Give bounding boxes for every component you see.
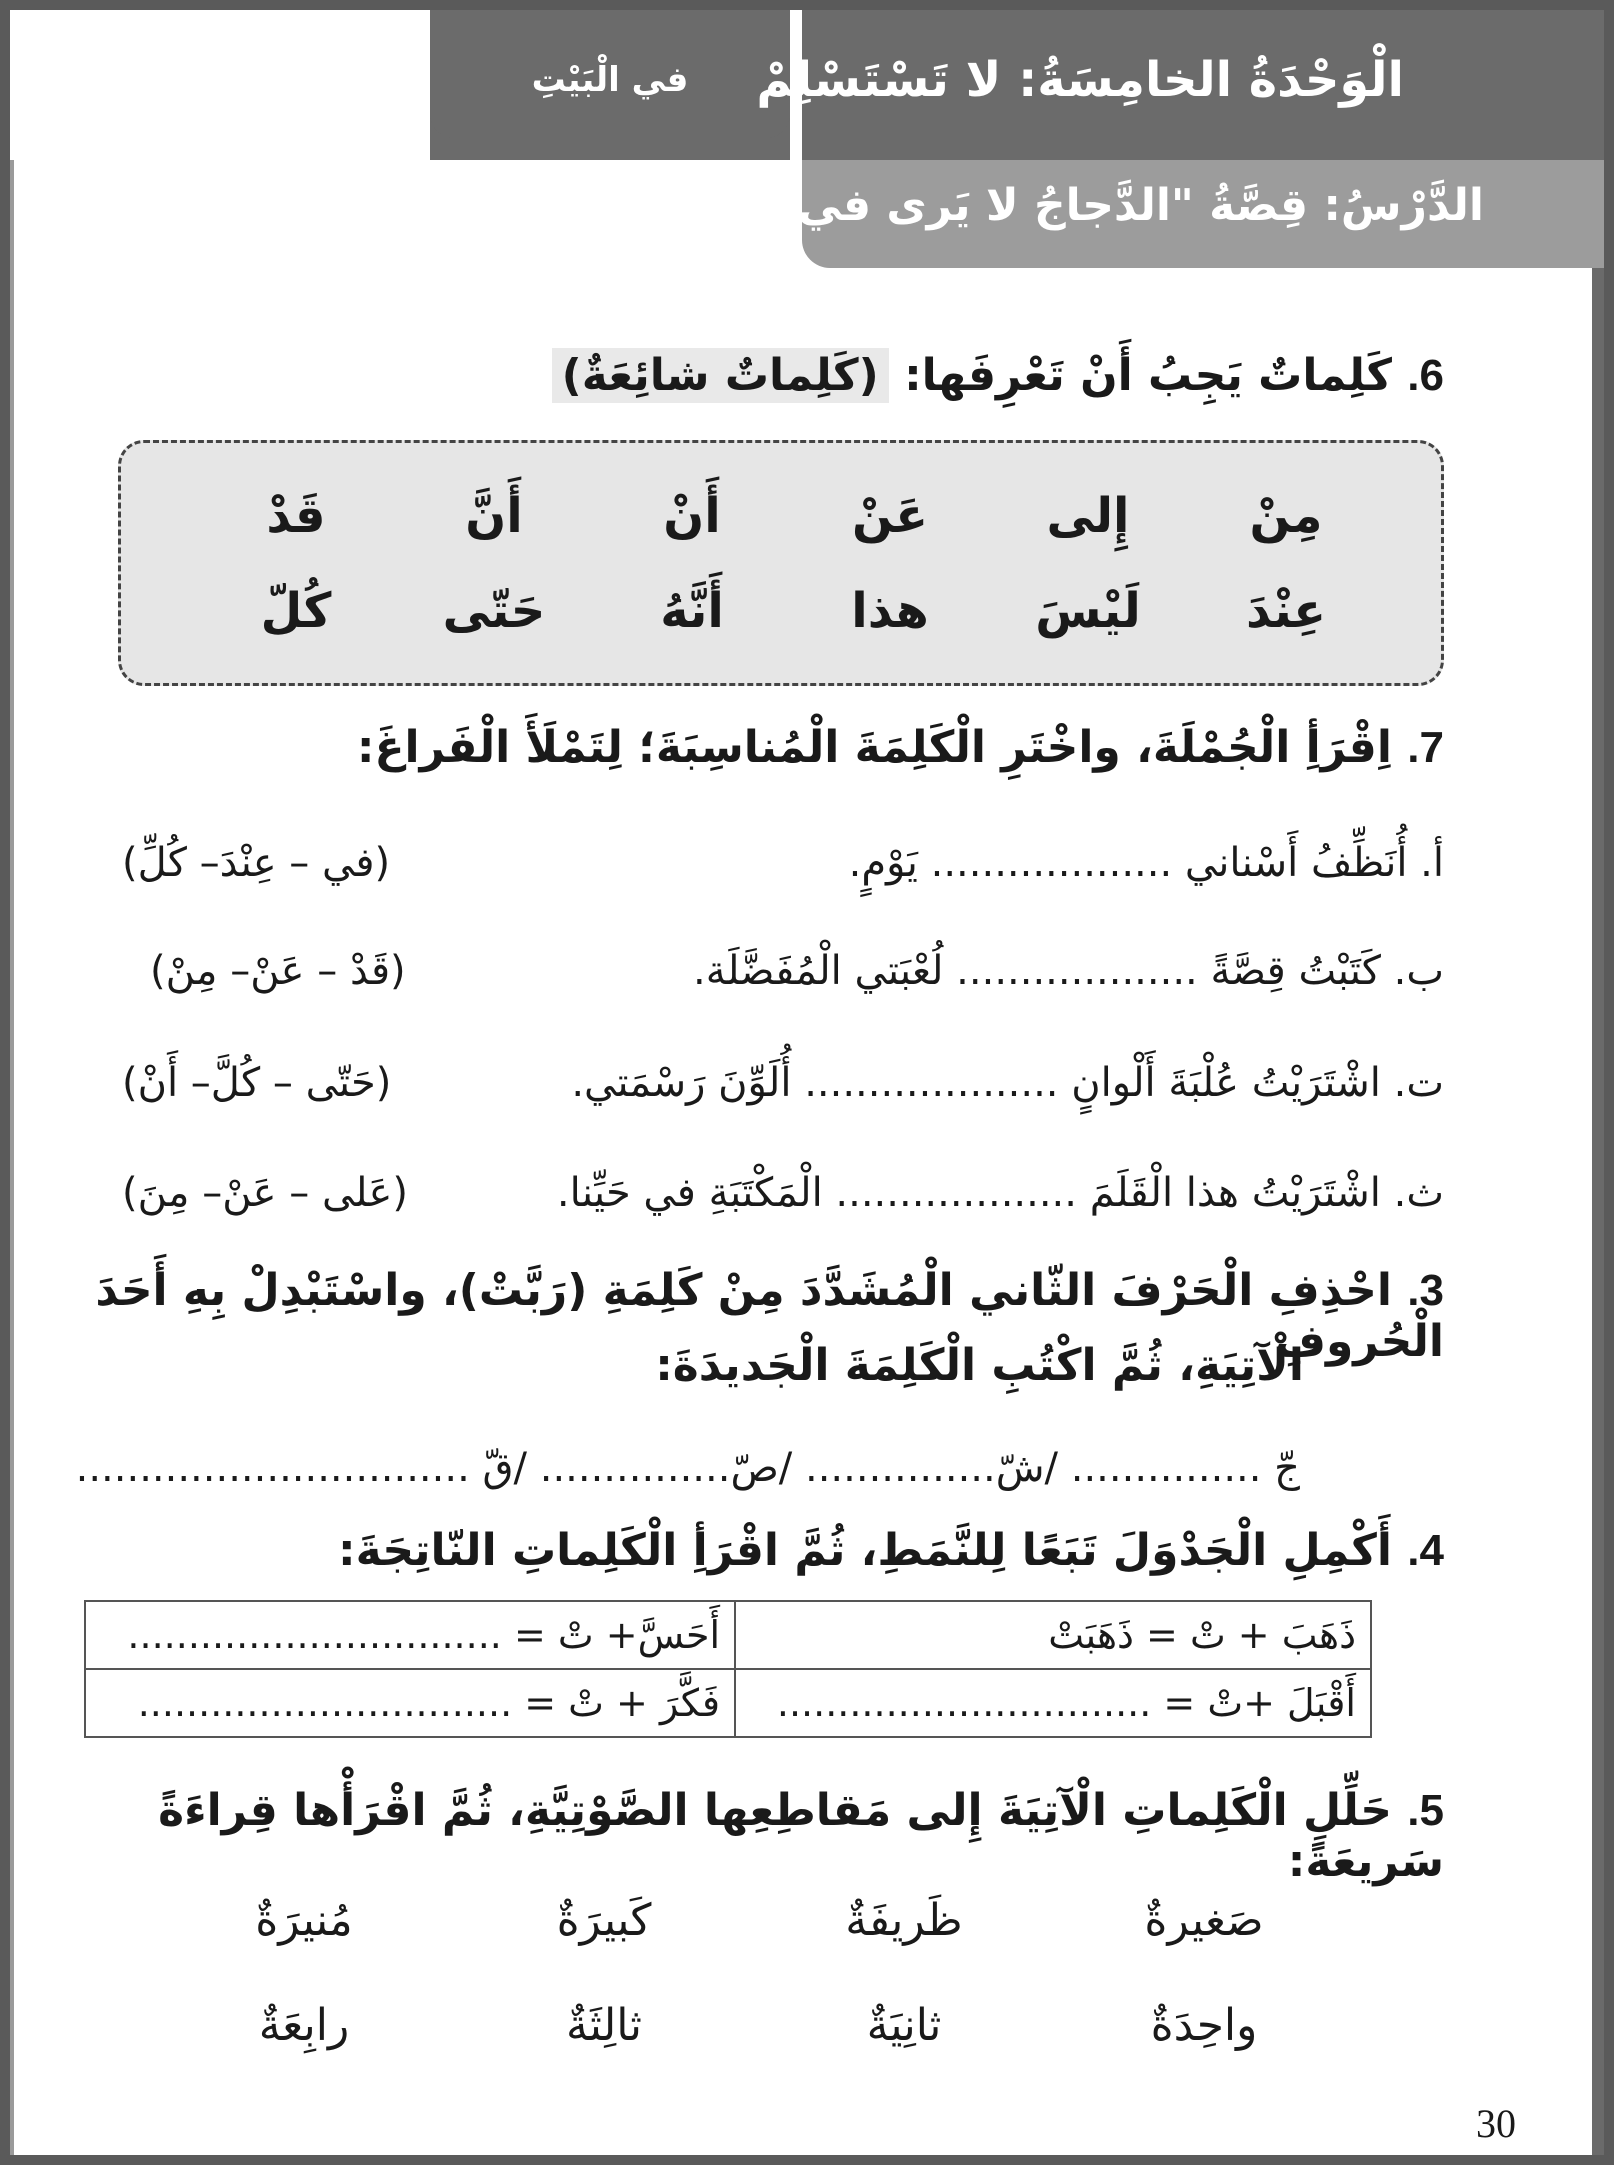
question-7-heading: [357, 722, 1444, 773]
options-a: (في – عِنْدَ– كُلِّ): [122, 840, 391, 886]
item-letter: ب.: [1393, 948, 1444, 994]
table-cell[interactable]: أَقْبَلَ +تْ = ...............................: [735, 1669, 1371, 1737]
question-tag: (كَلِماتٌ شائِعَةٌ): [552, 348, 889, 403]
worksheet-page: [10, 10, 1604, 2155]
table-cell[interactable]: أَحَسَّ+ تْ = ...............................: [85, 1601, 735, 1669]
common-word: مِنْ: [1249, 488, 1323, 544]
fill-blank-sentence-t[interactable]: [571, 1060, 1444, 1106]
options-t: (حَتّى – كُلَّ– أَنْ): [122, 1060, 392, 1106]
page-number: 30: [1476, 2101, 1516, 2146]
question-4-heading: [338, 1525, 1444, 1576]
fill-blank-sentence-th[interactable]: [557, 1170, 1444, 1216]
fill-blank-sentence-a[interactable]: [849, 840, 1444, 886]
common-word: عَنْ: [852, 488, 928, 544]
analysis-word: مُنيرَةٌ: [255, 1895, 353, 1946]
options-th: (عَلى – عَنْ– مِنَ): [122, 1170, 408, 1216]
question-6-heading: [552, 350, 1444, 401]
question-text: اِقْرَأِ الْجُمْلَةَ، واخْتَرِ الْكَلِمَةَ الْمُناسِبَةَ؛ لِتَمْلَأَ الْفَراغَ:: [356, 722, 1392, 773]
analysis-word: رابِعَةٌ: [258, 2000, 350, 2051]
header-left-blank: [10, 10, 430, 160]
question-number: 7.: [1407, 723, 1444, 772]
unit-title: الْوَحْدَةُ الخامِسَةُ: لا تَسْتَسْلِمْ: [756, 52, 1404, 108]
analysis-word: ثانِيَةٌ: [866, 2000, 942, 2051]
lesson-title: الدَّرْسُ: قِصَّةُ "الدَّجاجُ لا يَرى في الظَّلامِ": [619, 180, 1484, 231]
common-words-box: [118, 440, 1444, 686]
sentence-text: كَتَبْتُ قِصَّةً ................... لُعْبَتي الْمُفَضَّلَة.: [693, 948, 1381, 994]
question-number: 6.: [1407, 351, 1444, 400]
table-row: [85, 1669, 1371, 1737]
common-word: إِلى: [1046, 488, 1130, 544]
pattern-table: [84, 1600, 1372, 1738]
common-word: لَيْسَ: [1035, 583, 1141, 639]
analysis-word: كَبيرَةٌ: [556, 1895, 652, 1946]
common-word: أَنَّ: [465, 488, 523, 544]
page-edge-right: [1592, 10, 1604, 2155]
sentence-text: اشْتَرَيْتُ عُلْبَةَ أَلْوانٍ .................... أُلَوِّنَ رَسْمَتي.: [571, 1060, 1381, 1106]
question-number: 3.: [1407, 1266, 1444, 1315]
question-number: 5.: [1407, 1786, 1444, 1835]
question-3-heading-line2: الْآتِيَةِ، ثُمَّ اكْتُبِ الْكَلِمَةَ الْجَديدَةَ:: [655, 1340, 1304, 1391]
question-text: حَلِّلِ الْكَلِماتِ الْآتِيَةَ إِلى مَقاطِعِها الصَّوْتِيَّةِ، ثُمَّ اقْرَأْها قِراءَةً سَريعَةً:: [158, 1785, 1444, 1887]
question-5-heading: [10, 1785, 1444, 1887]
table-cell[interactable]: فَكَّرَ + تْ = ...............................: [85, 1669, 735, 1737]
letters-fill-line[interactable]: جّ ............... /شّ............... /صّ............... /قّ ...............................: [75, 1445, 1300, 1491]
common-word: كُلّ: [260, 583, 332, 639]
analysis-word: ثالِثَةٌ: [566, 2000, 642, 2051]
fill-blank-sentence-b[interactable]: [693, 948, 1444, 994]
question-number: 4.: [1407, 1526, 1444, 1575]
question-text: كَلِماتٌ يَجِبُ أَنْ تَعْرِفَها:: [904, 350, 1392, 401]
analysis-word: ظَريفَةٌ: [845, 1895, 963, 1946]
home-tab-label: في الْبَيْتِ: [531, 60, 689, 100]
analysis-word: صَغيرةٌ: [1144, 1895, 1264, 1946]
common-word: عِنْدَ: [1245, 583, 1327, 639]
item-letter: ت.: [1393, 1060, 1444, 1106]
table-row: [85, 1601, 1371, 1669]
analysis-word: واحِدَةٌ: [1150, 2000, 1258, 2051]
common-word: أَنَّهُ: [660, 583, 724, 639]
question-text-line1: احْذِفِ الْحَرْفَ الثّاني الْمُشَدَّدَ مِنْ كَلِمَةِ (رَبَّتْ)، واسْتَبْدِلْ بِهِ أَحَدَ الْحُروفِ: [95, 1265, 1444, 1367]
common-word: قَدْ: [266, 488, 326, 544]
common-word: هذا: [851, 583, 929, 639]
item-letter: أ.: [1420, 840, 1444, 886]
question-text: أَكْمِلِ الْجَدْوَلَ تَبَعًا لِلنَّمَطِ، ثُمَّ اقْرَأِ الْكَلِماتِ النّاتِجَةَ:: [338, 1525, 1392, 1576]
item-letter: ث.: [1393, 1170, 1444, 1216]
sentence-text: اشْتَرَيْتُ هذا الْقَلَمَ ................... الْمَكْتَبَةِ في حَيِّنا.: [556, 1170, 1381, 1216]
common-word: أَنْ: [663, 488, 721, 544]
sentence-text: أُنَظِّفُ أَسْناني ................... يَوْمٍ.: [848, 840, 1408, 886]
table-cell: ذَهَبَ + تْ = ذَهَبَتْ: [735, 1601, 1371, 1669]
common-word: حَتّى: [442, 583, 546, 639]
options-b: (قَدْ – عَنْ– مِنْ): [150, 948, 406, 994]
